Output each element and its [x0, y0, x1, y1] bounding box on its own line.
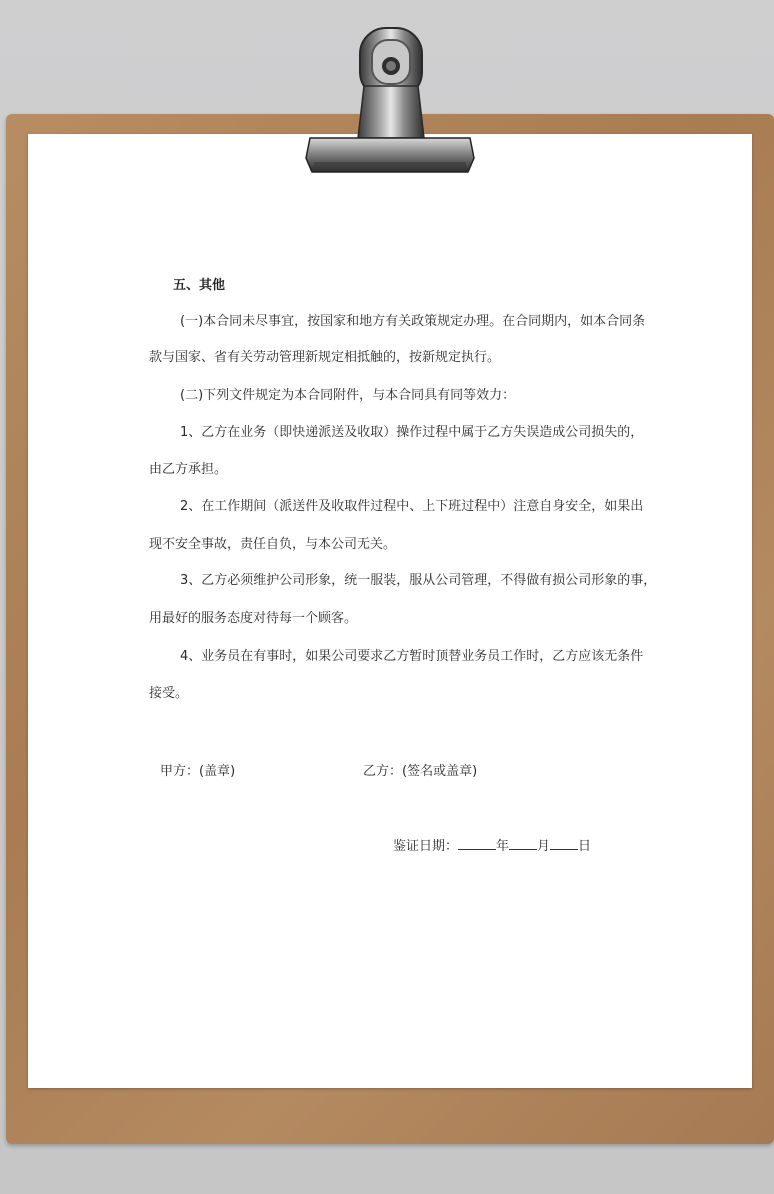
paragraph-6-line-1: 4、业务员在有事时，如果公司要求乙方暂时顶替业务员工作时，乙方应该无条件	[180, 649, 644, 664]
paragraph-5-line-2: 用最好的服务态度对待每一个顾客。	[149, 611, 358, 626]
date-label: 鉴证日期：	[393, 839, 459, 854]
paragraph-6-line-2: 接受。	[149, 686, 189, 701]
paragraph-5-line-1: 3、乙方必须维护公司形象，统一服装，服从公司管理，不得做有损公司形象的事，	[180, 573, 657, 588]
month-blank	[509, 837, 537, 850]
party-b-signature: 乙方：(签名或盖章)	[363, 764, 478, 779]
certification-date	[393, 835, 591, 854]
paragraph-2-line-1: (二)下列文件规定为本合同附件，与本合同具有同等效力：	[180, 388, 516, 403]
month-label: 月	[537, 839, 551, 854]
paragraph-4-line-1: 2、在工作期间（派送件及收取件过程中、上下班过程中）注意自身安全，如果出	[180, 499, 644, 514]
party-a-signature: 甲方：(盖章)	[160, 764, 236, 779]
day-blank	[550, 837, 578, 850]
day-label: 日	[578, 839, 592, 854]
year-blank	[458, 837, 496, 850]
year-label: 年	[496, 839, 510, 854]
section-title: 五、其他	[173, 278, 226, 293]
paragraph-4-line-2: 现不安全事故，责任自负，与本公司无关。	[149, 537, 397, 552]
paragraph-1-line-2: 款与国家、省有关劳动管理新规定相抵触的，按新规定执行。	[149, 350, 501, 365]
paragraph-1-line-1: (一)本合同未尽事宜，按国家和地方有关政策规定办理。在合同期内，如本合同条	[180, 314, 646, 329]
paragraph-3-line-2: 由乙方承担。	[149, 462, 228, 477]
paragraph-3-line-1: 1、乙方在业务（即快递派送及收取）操作过程中属于乙方失误造成公司损失的，	[180, 425, 644, 440]
